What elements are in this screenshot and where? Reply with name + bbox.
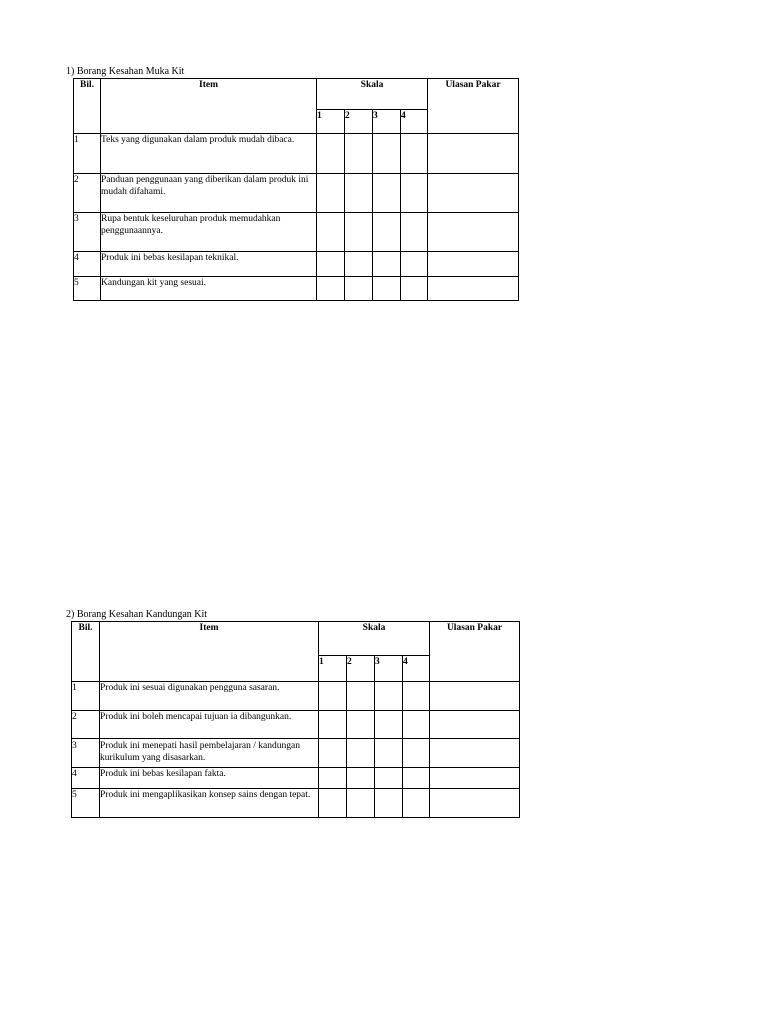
expert-comment-cell[interactable]	[430, 768, 520, 789]
rating-cell-3[interactable]	[373, 174, 401, 213]
rating-cell-1[interactable]	[317, 213, 345, 252]
rating-cell-4[interactable]	[401, 174, 428, 213]
row-item: Teks yang digunakan dalam produk mudah dibaca.	[101, 134, 317, 174]
row-number: 3	[72, 739, 100, 768]
table-row	[74, 134, 519, 174]
rating-cell-4[interactable]	[401, 277, 428, 301]
ulasan-pakar-header: Ulasan Pakar	[430, 622, 520, 682]
table-row	[72, 682, 520, 711]
row-item: Produk ini boleh mencapai tujuan ia dibangunkan.	[100, 711, 319, 739]
rating-cell-1[interactable]	[317, 134, 345, 174]
row-item: Produk ini mengaplikasikan konsep sains dengan tepat.	[100, 789, 319, 818]
table-row	[72, 711, 520, 739]
table-row	[74, 174, 519, 213]
rating-cell-4[interactable]	[403, 682, 430, 711]
row-number: 1	[74, 134, 101, 174]
rating-cell-1[interactable]	[319, 768, 347, 789]
rating-cell-2[interactable]	[345, 213, 373, 252]
expert-comment-cell[interactable]	[428, 174, 519, 213]
rating-cell-1[interactable]	[319, 711, 347, 739]
scale-3: 3	[375, 656, 403, 682]
rating-cell-3[interactable]	[373, 252, 401, 277]
form-1-title: 1) Borang Kesahan Muka Kit	[66, 66, 185, 77]
rating-cell-3[interactable]	[373, 134, 401, 174]
expert-comment-cell[interactable]	[428, 277, 519, 301]
rating-cell-3[interactable]	[375, 789, 403, 818]
row-number: 5	[74, 277, 101, 301]
row-item: Produk ini menepati hasil pembelajaran / kandungan kurikulum yang disasarkan.	[100, 739, 319, 768]
row-number: 5	[72, 789, 100, 818]
rating-cell-4[interactable]	[403, 789, 430, 818]
table-row	[74, 252, 519, 277]
rating-cell-4[interactable]	[401, 134, 428, 174]
row-item: Kandungan kit yang sesuai.	[101, 277, 317, 301]
skala-header: Skala	[317, 79, 428, 110]
scale-2: 2	[347, 656, 375, 682]
bil-header: Bil.	[74, 79, 101, 134]
row-number: 1	[72, 682, 100, 711]
expert-comment-cell[interactable]	[428, 134, 519, 174]
rating-cell-1[interactable]	[319, 739, 347, 768]
table-row	[74, 213, 519, 252]
bil-header: Bil.	[72, 622, 100, 682]
expert-comment-cell[interactable]	[428, 213, 519, 252]
row-number: 4	[74, 252, 101, 277]
item-header: Item	[101, 79, 317, 134]
row-number: 4	[72, 768, 100, 789]
row-item: Produk ini sesuai digunakan pengguna sasaran.	[100, 682, 319, 711]
rating-cell-4[interactable]	[403, 711, 430, 739]
rating-cell-2[interactable]	[347, 682, 375, 711]
rating-cell-2[interactable]	[347, 768, 375, 789]
rating-cell-2[interactable]	[345, 134, 373, 174]
expert-comment-cell[interactable]	[430, 739, 520, 768]
scale-4: 4	[403, 656, 430, 682]
face-validity-table	[73, 78, 519, 301]
rating-cell-3[interactable]	[375, 711, 403, 739]
table-row	[74, 277, 519, 301]
row-item: Rupa bentuk keseluruhan produk memudahkan penggunaannya.	[101, 213, 317, 252]
rating-cell-4[interactable]	[401, 252, 428, 277]
expert-comment-cell[interactable]	[428, 252, 519, 277]
table-header-row	[74, 79, 519, 110]
rating-cell-2[interactable]	[345, 277, 373, 301]
ulasan-pakar-header: Ulasan Pakar	[428, 79, 519, 134]
row-item: Produk ini bebas kesilapan fakta.	[100, 768, 319, 789]
row-number: 2	[74, 174, 101, 213]
table-header-row	[72, 622, 520, 656]
table-row	[72, 789, 520, 818]
rating-cell-2[interactable]	[347, 711, 375, 739]
rating-cell-2[interactable]	[347, 739, 375, 768]
scale-2: 2	[345, 110, 373, 134]
rating-cell-4[interactable]	[403, 739, 430, 768]
item-header: Item	[100, 622, 319, 682]
rating-cell-3[interactable]	[373, 277, 401, 301]
scale-4: 4	[401, 110, 428, 134]
rating-cell-1[interactable]	[317, 252, 345, 277]
rating-cell-2[interactable]	[345, 174, 373, 213]
table-row	[72, 768, 520, 789]
rating-cell-3[interactable]	[373, 213, 401, 252]
form-2-title: 2) Borang Kesahan Kandungan Kit	[66, 609, 208, 620]
rating-cell-2[interactable]	[347, 789, 375, 818]
expert-comment-cell[interactable]	[430, 711, 520, 739]
row-item: Produk ini bebas kesilapan teknikal.	[101, 252, 317, 277]
rating-cell-1[interactable]	[317, 174, 345, 213]
rating-cell-4[interactable]	[403, 768, 430, 789]
expert-comment-cell[interactable]	[430, 789, 520, 818]
rating-cell-3[interactable]	[375, 739, 403, 768]
scale-3: 3	[373, 110, 401, 134]
rating-cell-4[interactable]	[401, 213, 428, 252]
rating-cell-1[interactable]	[319, 789, 347, 818]
rating-cell-3[interactable]	[375, 682, 403, 711]
table-row	[72, 739, 520, 768]
skala-header: Skala	[319, 622, 430, 656]
rating-cell-3[interactable]	[375, 768, 403, 789]
row-number: 2	[72, 711, 100, 739]
content-validity-table	[71, 621, 520, 818]
scale-1: 1	[317, 110, 345, 134]
expert-comment-cell[interactable]	[430, 682, 520, 711]
row-number: 3	[74, 213, 101, 252]
rating-cell-1[interactable]	[317, 277, 345, 301]
rating-cell-2[interactable]	[345, 252, 373, 277]
scale-1: 1	[319, 656, 347, 682]
row-item: Panduan penggunaan yang diberikan dalam produk ini mudah difahami.	[101, 174, 317, 213]
rating-cell-1[interactable]	[319, 682, 347, 711]
